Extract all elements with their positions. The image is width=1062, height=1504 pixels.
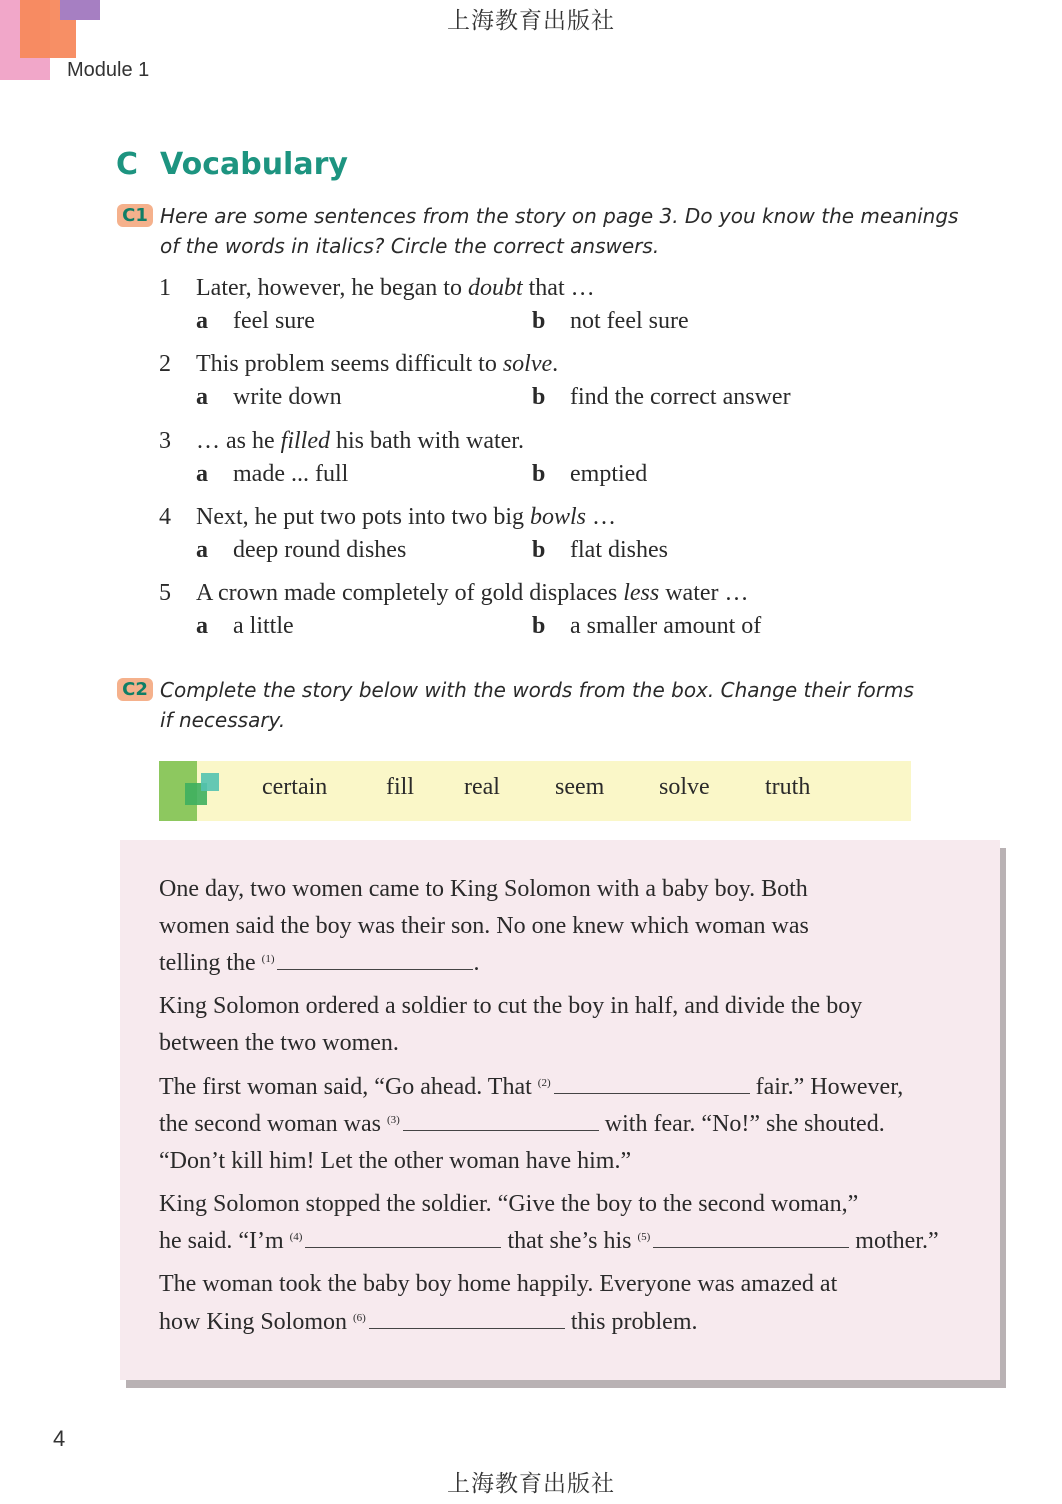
c1-instruction: Here are some sentences from the story on page 3. Do you know the meanings of the words in italics? Circle the correct answers. [160, 204, 959, 258]
option-b-letter[interactable]: b [532, 461, 546, 487]
question-text: Next, he put two pots into two big bowls … [196, 504, 616, 530]
option-b-text[interactable]: a smaller amount of [570, 613, 762, 639]
blank-label: (5) [637, 1231, 651, 1243]
question-number: 4 [159, 504, 171, 530]
module-label: Module 1 [67, 59, 150, 81]
blank-label: (1) [261, 953, 275, 965]
question-number: 5 [159, 580, 171, 606]
blank-label: (2) [537, 1077, 551, 1089]
task-badge-c2: C2 [117, 678, 153, 701]
italic-word: doubt [467, 275, 523, 301]
answer-blank-4[interactable] [305, 1229, 501, 1248]
option-a-text[interactable]: made ... full [233, 461, 349, 487]
option-a-text[interactable]: deep round dishes [233, 537, 407, 563]
story-line: telling the $^{(1)}$ . [159, 950, 480, 976]
option-b-letter[interactable]: b [532, 613, 546, 639]
word-box-item: certain [262, 774, 328, 800]
italic-word: solve [502, 351, 553, 377]
italic-word: bowls [529, 504, 586, 530]
story-line: One day, two women came to King Solomon with a baby boy. Both [159, 876, 808, 902]
c2-instruction: Complete the story below with the words from the box. Change their forms if necessary. [160, 678, 914, 732]
story-line: The first woman said, “Go ahead. That $^{(2)}$ fair.” However, [159, 1074, 904, 1100]
word-box-item: seem [555, 774, 605, 800]
story-line: women said the boy was their son. No one knew which woman was [159, 913, 809, 939]
question-text: … as he filled his bath with water. [196, 428, 524, 454]
option-a-letter[interactable]: a [196, 384, 208, 410]
answer-blank-1[interactable] [277, 951, 473, 970]
word-box-decoration [201, 773, 219, 791]
publisher-footer: 上海教育出版社 [447, 1471, 615, 1497]
option-b-text[interactable]: flat dishes [570, 537, 668, 563]
question-text: This problem seems difficult to solve. [196, 351, 559, 377]
option-b-text[interactable]: emptied [570, 461, 648, 487]
answer-blank-6[interactable] [369, 1310, 565, 1329]
blank-label: (3) [386, 1114, 400, 1126]
question-number: 1 [159, 275, 171, 301]
story-line: “Don’t kill him! Let the other woman have him.” [159, 1148, 632, 1174]
word-box-item: truth [765, 774, 811, 800]
blank-label: (4) [289, 1231, 303, 1243]
answer-blank-2[interactable] [554, 1075, 750, 1094]
story-line: King Solomon ordered a soldier to cut the boy in half, and divide the boy [159, 993, 863, 1019]
word-box-item: real [464, 774, 500, 800]
section-heading [116, 147, 348, 182]
italic-word: less [623, 580, 660, 606]
story-line: how King Solomon $^{(6)}$ this problem. [159, 1309, 698, 1335]
option-a-text[interactable]: a little [233, 613, 294, 639]
option-a-letter[interactable]: a [196, 308, 208, 334]
option-b-letter[interactable]: b [532, 384, 546, 410]
story-line: between the two women. [159, 1030, 399, 1056]
question-number: 2 [159, 351, 171, 377]
question-text: Later, however, he began to doubt that … [196, 275, 595, 301]
word-box-item: solve [659, 774, 710, 800]
story-line: The woman took the baby boy home happily. Everyone was amazed at [159, 1271, 838, 1297]
option-b-text[interactable]: not feel sure [570, 308, 689, 334]
blank-label: (6) [353, 1312, 366, 1324]
option-a-letter[interactable]: a [196, 613, 208, 639]
story-line: the second woman was $^{(3)}$ with fear. “No!” she shouted. [159, 1111, 885, 1137]
option-b-text[interactable]: find the correct answer [570, 384, 791, 410]
option-b-letter[interactable]: b [532, 308, 546, 334]
option-b-letter[interactable]: b [532, 537, 546, 563]
question-text: A crown made completely of gold displaces less water … [196, 580, 749, 606]
answer-blank-3[interactable] [403, 1112, 599, 1131]
task-badge-c1: C1 [117, 204, 153, 227]
italic-word: filled [280, 428, 330, 454]
word-box [159, 761, 911, 821]
section-title: Vocabulary [160, 147, 348, 182]
option-a-letter[interactable]: a [196, 461, 208, 487]
option-a-text[interactable]: feel sure [233, 308, 315, 334]
option-a-text[interactable]: write down [233, 384, 342, 410]
answer-blank-5[interactable] [653, 1229, 849, 1248]
option-a-letter[interactable]: a [196, 537, 208, 563]
story-line: King Solomon stopped the soldier. “Give the boy to the second woman,” [159, 1191, 859, 1217]
page-number: 4 [53, 1426, 66, 1451]
question-number: 3 [159, 428, 171, 454]
section-letter: C [116, 147, 139, 182]
story-line: he said. “I’m $^{(4)}$ that she’s his $^{(5)}$ mother.” [159, 1228, 939, 1254]
publisher-header: 上海教育出版社 [447, 8, 615, 34]
word-box-item: fill [386, 774, 414, 800]
